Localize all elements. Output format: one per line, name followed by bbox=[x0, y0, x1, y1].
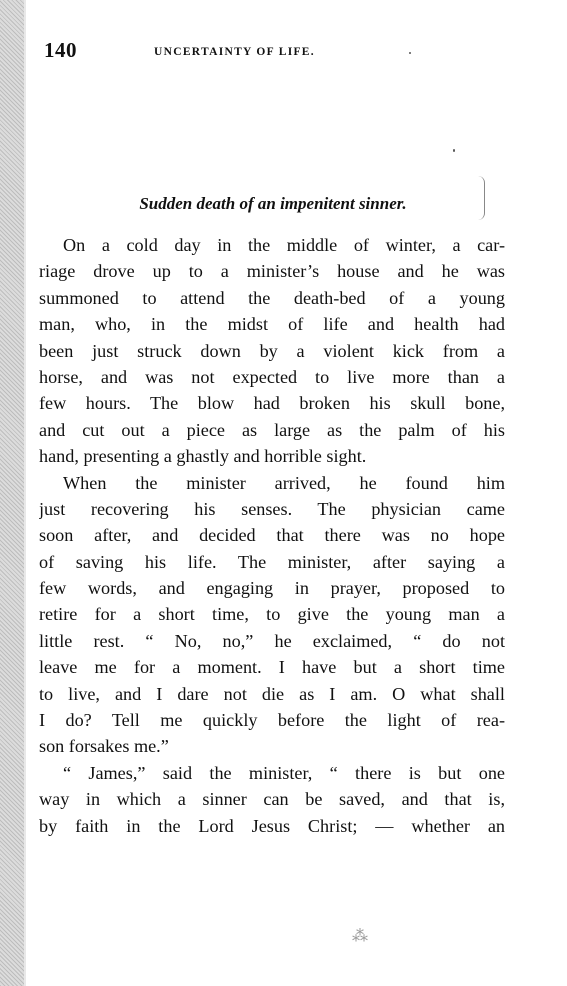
text-line: to live, and I dare not die as I am. O what shall bbox=[39, 683, 505, 704]
ink-speck bbox=[453, 149, 455, 152]
running-head: UNCERTAINTY OF LIFE. bbox=[154, 46, 315, 58]
text-line: of saving his life. The minister, after saying a bbox=[39, 551, 505, 572]
gutter-edge bbox=[24, 0, 26, 986]
text-line: When the minister arrived, he found him bbox=[63, 472, 505, 493]
page-number: 140 bbox=[44, 38, 77, 62]
text-line: horse, and was not expected to live more than a bbox=[39, 366, 505, 387]
section-title: Sudden death of an impenitent sinner. bbox=[139, 194, 407, 213]
text-line: “ James,” said the minister, “ there is but one bbox=[63, 762, 505, 783]
text-line: riage drove up to a minister’s house and he was bbox=[39, 261, 505, 282]
text-line: been just struck down by a violent kick from a bbox=[39, 340, 505, 361]
text-line: leave me for a moment. I have but a short time bbox=[39, 657, 505, 678]
page-smudge-mark: ⁂ bbox=[352, 928, 368, 945]
text-line: few words, and engaging in prayer, proposed to bbox=[39, 578, 505, 599]
text-line: few hours. The blow had broken his skull bone, bbox=[39, 393, 505, 414]
text-line: just recovering his senses. The physician came bbox=[39, 498, 505, 519]
margin-bracket-mark bbox=[478, 176, 485, 220]
text-line: retire for a short time, to give the young man a bbox=[39, 604, 505, 625]
text-line: way in which a sinner can be saved, and that is, bbox=[39, 789, 505, 810]
text-line: On a cold day in the middle of winter, a car- bbox=[63, 235, 505, 255]
text-line: little rest. “ No, no,” he exclaimed, “ do not bbox=[39, 630, 505, 651]
text-line: and cut out a piece as large as the palm of his bbox=[39, 419, 505, 440]
text-line: man, who, in the midst of life and health had bbox=[39, 314, 505, 335]
body-text bbox=[39, 232, 505, 839]
page-header bbox=[44, 38, 514, 68]
text-line: soon after, and decided that there was no hope bbox=[39, 525, 505, 546]
text-line: summoned to attend the death-bed of a young bbox=[39, 287, 505, 308]
text-line: son forsakes me.” bbox=[39, 736, 169, 757]
page-gutter bbox=[0, 0, 24, 986]
text-line: I do? Tell me quickly before the light of rea- bbox=[39, 710, 505, 731]
text-line: by faith in the Lord Jesus Christ; — whether an bbox=[39, 815, 505, 836]
ink-speck bbox=[409, 52, 411, 54]
text-line: hand, presenting a ghastly and horrible sight. bbox=[39, 446, 367, 467]
